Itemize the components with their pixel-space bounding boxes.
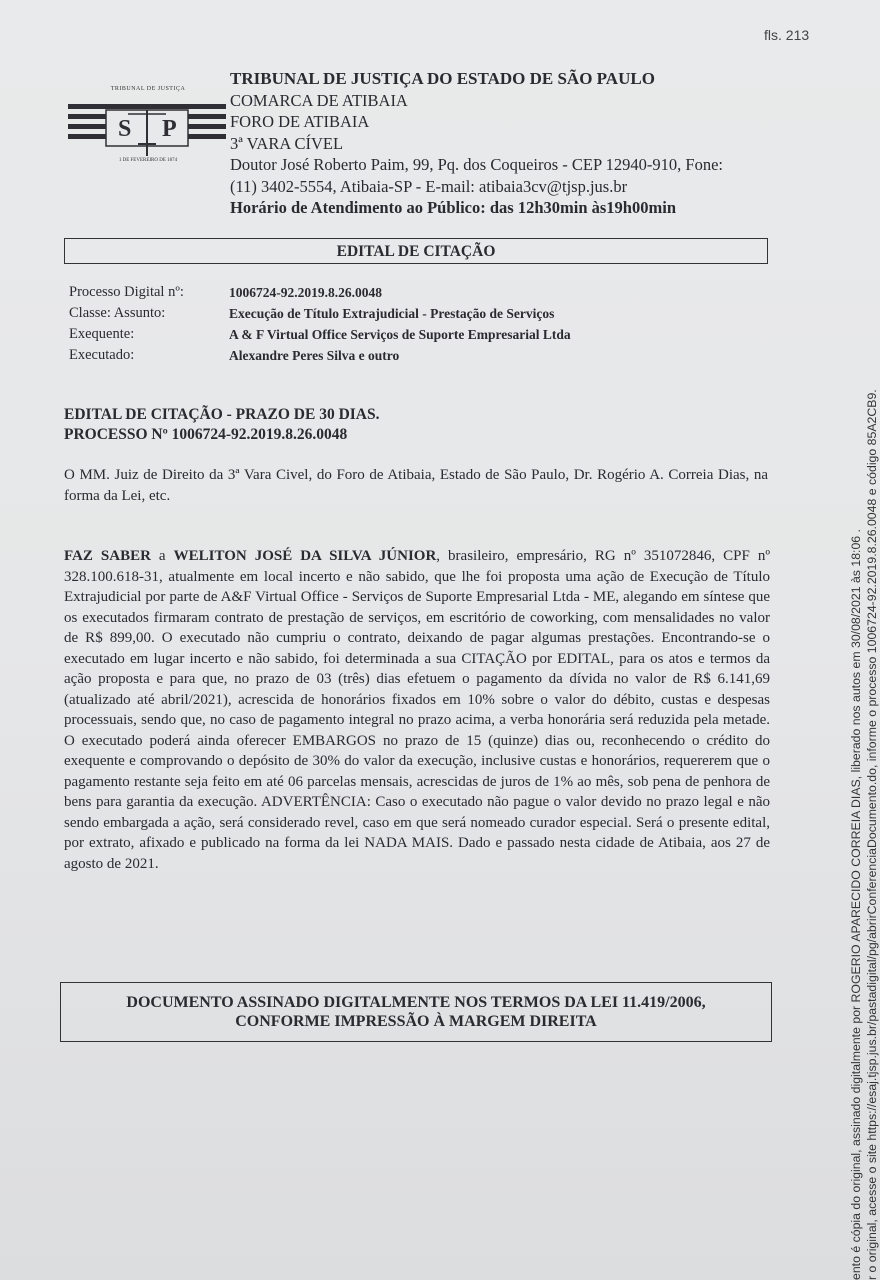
signature-notice-line-2: CONFORME IMPRESSÃO À MARGEM DIREITA xyxy=(235,1013,597,1030)
connector-a: a xyxy=(150,548,174,564)
court-header xyxy=(230,68,790,219)
faz-saber-lead: FAZ SABER xyxy=(64,548,151,564)
case-info-label: Exequente: xyxy=(69,326,135,342)
seal-letter-p: P xyxy=(162,116,177,142)
page-number: fls. 213 xyxy=(764,27,810,43)
notice-heading-line-1: EDITAL DE CITAÇÃO - PRAZO DE 30 DIAS. xyxy=(64,406,380,423)
case-info-value: 1006724-92.2019.8.26.0048 xyxy=(229,285,382,300)
case-info-value: A & F Virtual Office Serviços de Suporte Empresarial Ltda xyxy=(229,327,571,342)
address-line-1: Doutor José Roberto Paim, 99, Pq. dos Coqueiros - CEP 12940-910, Fone: xyxy=(230,155,724,174)
seal-bottom-text: 1 DE FEVEREIRO DE 1874 xyxy=(118,158,178,163)
case-info-value: Execução de Título Extrajudicial - Prestação de Serviços xyxy=(229,306,555,321)
main-paragraph-text: , brasileiro, empresário, RG nº 351072846, CPF nº 328.100.618-31, atualmente em local incerto e não sabido, que lhe foi proposta uma ação de Execução de Título Extrajudicial por parte de A&F Virtual Office - Serviços de Suporte Empresarial Ltda - ME, alegando em síntese que os executados firmaram contrato de prestação de serviços, em escritório de coworking, com mensalidades no valor de R$ 899,00. O executado não cumpriu o contrato, deixando de pagar algumas prestações. Encontrando-se o executado em lugar incerto e não sabido, foi determinada a sua CITAÇÃO por EDITAL, para os atos e termos da ação proposta e para que, no prazo de 03 (três) dias efetuem o pagamento da dívida no valor de R$ 6.141,69 (atualizado até abril/2021), acrescida de honorários fixados em 10% sobre o valor do débito, custas e despesas processuais, sendo que, no caso de pagamento integral no prazo acima, a verba honorária será reduzida pela metade. O executado poderá ainda oferecer EMBARGOS no prazo de 15 (quinze) dias ou, reconhecendo o crédito do exequente e comprovando o depósito de 30% do valor da execução, inclusive custas e honorários, requererem que o pagamento restante seja feito em até 06 parcelas mensais, acrescidas de juros de 1% ao mês, sob pena de penhora de bens para garantia da execução. ADVERTÊNCIA: Caso o executado não pague o valor devido no prazo legal e não sendo embargada a ação, será considerado revel, caso em que será nomeado curador especial. Será o presente edital, por extrato, afixado e publicado na forma da lei NADA MAIS. Dado e passado nesta cidade de Atibaia, aos 27 de agosto de 2021. xyxy=(64,548,770,872)
digital-signature-margin-note xyxy=(848,389,880,1280)
case-info-label: Executado: xyxy=(69,347,135,363)
defendant-name: WELITON JOSÉ DA SILVA JÚNIOR xyxy=(173,548,437,564)
case-info-label: Processo Digital nº: xyxy=(69,284,184,300)
case-info-label: Classe: Assunto: xyxy=(69,305,166,321)
seal-emblem xyxy=(68,94,226,160)
court-seal-logo xyxy=(68,86,226,172)
address-line-2: (11) 3402-5554, Atibaia-SP - E-mail: atibaia3cv@tjsp.jus.br xyxy=(230,176,628,196)
signature-notice-line-1: DOCUMENTO ASSINADO DIGITALMENTE NOS TERMOS DA LEI 11.419/2006, xyxy=(126,994,706,1011)
seal-top-text: TRIBUNAL DE JUSTIÇA xyxy=(110,86,186,92)
notice-heading-line-2: PROCESSO Nº 1006724-92.2019.8.26.0048 xyxy=(64,426,348,443)
opening-hours: Horário de Atendimento ao Público: das 12h30min às19h00min xyxy=(230,198,676,217)
signature-notice xyxy=(60,982,772,1042)
court-name: TRIBUNAL DE JUSTIÇA DO ESTADO DE SÃO PAULO xyxy=(230,69,655,88)
document-title: EDITAL DE CITAÇÃO xyxy=(64,238,768,264)
forum-name: FORO DE ATIBAIA xyxy=(230,112,370,131)
intro-paragraph: O MM. Juiz de Direito da 3ª Vara Civel, do Foro de Atibaia, Estado de São Paulo, Dr. Rogério A. Correia Dias, na forma da Lei, etc. xyxy=(64,467,768,504)
main-paragraph xyxy=(64,546,770,874)
margin-note-line-1: ento é cópia do original, assinado digitalmente por ROGERIO APARECIDO CORREIA DIAS, liberado nos autos em 30/08/2021 às 18:06 . xyxy=(849,529,863,1280)
seal-letter-s: S xyxy=(118,116,132,142)
margin-note-line-2: r o original, acesse o site https://esaj.tjsp.jus.br/pastadigital/pg/abrirConferenciaDocumento.do, informe o processo 1006724-92.2019.8.26.0048 e código 85A2CB9. xyxy=(865,389,879,1280)
case-info-value: Alexandre Peres Silva e outro xyxy=(229,348,400,363)
notice-heading xyxy=(64,405,380,445)
court-division: 3ª VARA CÍVEL xyxy=(230,133,344,153)
district-name: COMARCA DE ATIBAIA xyxy=(230,90,408,110)
